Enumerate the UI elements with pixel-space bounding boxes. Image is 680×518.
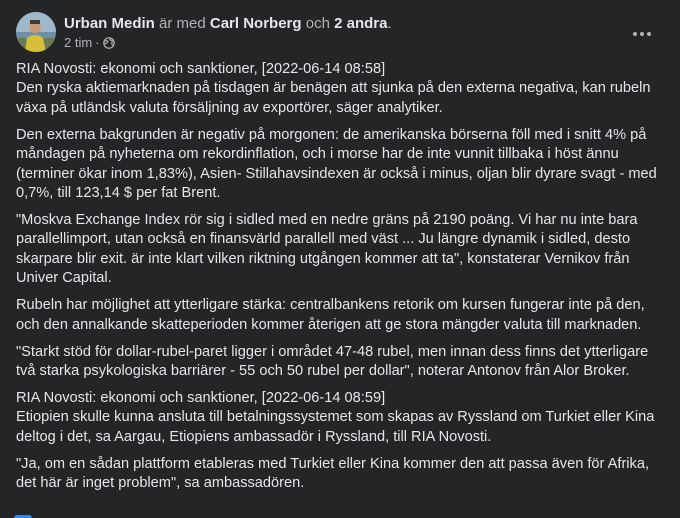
post-paragraph (16, 211, 664, 289)
and-text: och (305, 15, 330, 32)
meta-separator: · (95, 35, 100, 50)
post-paragraph (16, 126, 664, 204)
tagged-others[interactable]: 2 andra (334, 15, 388, 32)
post-paragraph (16, 343, 664, 382)
paragraph-line: Den ryska aktiemarknaden på tisdagen är benägen att sjunka på den externa negativa, kan rubeln växa på utländsk valuta försäljning av exportörer, säger analytiker. (16, 80, 651, 116)
post-header (16, 12, 668, 54)
post-time[interactable]: 2 tim (64, 35, 93, 50)
post-paragraph (16, 60, 664, 118)
paragraph-line: Etiopien skulle kunna ansluta till betalningssystemet som skapas av Ryssland om Turkiet eller Kina deltog i det, sa Aargau, Etiopiens ambassadör i Ryssland, till RIA Novosti. (16, 409, 655, 445)
paragraph-line: RIA Novosti: ekonomi och sanktioner, [2022-06-14 08:59] (16, 390, 386, 407)
paragraph-line: RIA Novosti: ekonomi och sanktioner, [2022-06-14 08:58] (16, 61, 386, 77)
with-text: är med (159, 15, 206, 32)
author-line (64, 14, 392, 33)
paragraph-line: "Ja, om en sådan plattform etableras med Turkiet eller Kina kommer den att passa även för Afrika, det här är inget problem", sa ambassadören. (16, 455, 650, 492)
post-paragraph (16, 296, 664, 335)
paragraph-line: Den externa bakgrunden är negativ på morgonen: de amerikanska börserna föll med i snitt 4% på måndagen på nyheterna om rekordinflation, och i morse har de inte vunnit tillbaka i höst ännu (terminer ökar inom 1,83%), Asien- Stillahavsindexen är också i minus, oljan blir dyrare svagt - med 0,7%, till 123,14 $ per fat Brent. (16, 126, 657, 202)
post-paragraph (16, 455, 664, 494)
header-period: . (387, 15, 392, 32)
tagged-person[interactable]: Carl Norberg (209, 15, 302, 32)
avatar-photo-icon (16, 12, 56, 52)
post-paragraph (16, 389, 664, 447)
globe-icon[interactable] (103, 37, 115, 49)
post-meta (64, 35, 115, 51)
paragraph-line: "Moskva Exchange Index rör sig i sidled med en nedre gräns på 2190 poäng. Vi har nu inte bara parallellimport, utan också en finansvärld parallell med väst ... Ju längre dynamik i sidled, desto skarpare blir exit. är inte klart vilken riktning utgången kommer att ta", konstaterar Vernikov från Univer Capital. (16, 212, 638, 287)
author-name[interactable]: Urban Medin (64, 15, 155, 32)
paragraph-line: Rubeln har möjlighet att ytterligare stärka: centralbankens retorik om kursen fungerar inte på den, och den annalkande skatteperioden kommer återigen att ge stora mängder valuta till marknaden. (16, 297, 645, 333)
post-body (16, 60, 664, 501)
more-dots-icon (632, 31, 652, 37)
more-options-button[interactable] (624, 16, 660, 52)
author-avatar[interactable] (16, 12, 56, 52)
paragraph-line: "Starkt stöd för dollar-rubel-paret ligger i området 47-48 rubel, men innan dess finns det ytterligare två starka psykologiska barriärer - 55 och 50 rubel per dollar", noterar Antonov från Alor Broker. (16, 343, 649, 380)
